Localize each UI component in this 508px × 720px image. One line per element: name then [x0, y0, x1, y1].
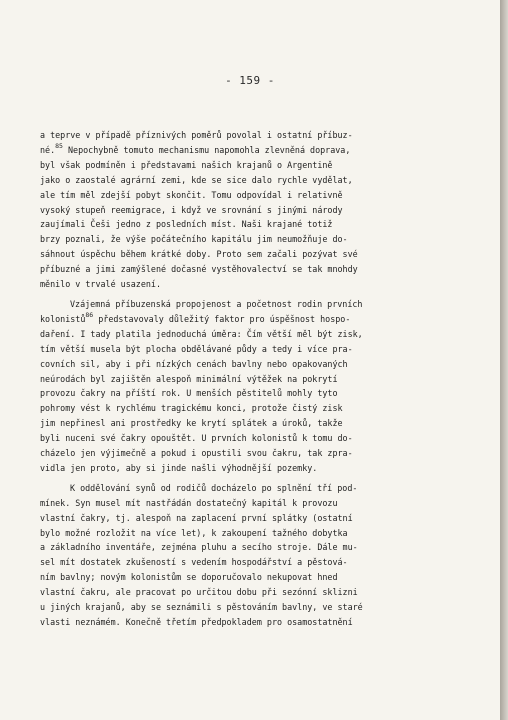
line-text: mínek. Syn musel mít nastřádán dostatečný kapitál k provozu [40, 497, 338, 508]
line-text: vlastní čakru, ale pracovat po určitou dobu při sezónní sklizni [40, 587, 358, 598]
line-text: né. [40, 144, 56, 155]
paragraph [40, 128, 412, 292]
text-line [40, 158, 412, 173]
line-text: jako o zaostalé agrární zemi, kde se sice dalo rychle vydělat, [40, 174, 353, 185]
text-line [40, 297, 412, 312]
paragraph [40, 297, 412, 476]
text-line [40, 416, 412, 431]
text-line [40, 357, 412, 372]
line-text: kolonistů [40, 313, 86, 324]
line-text: K oddělování synů od rodičů docházelo po splnění tří pod- [70, 482, 358, 493]
paragraph [40, 481, 412, 630]
text-line [40, 143, 412, 158]
footnote-marker: 86 [85, 311, 94, 320]
text-line [40, 173, 412, 188]
line-text: brzy poznali, že výše počátečního kapitálu jim neumožňuje do- [40, 234, 348, 245]
text-line [40, 431, 412, 446]
line-text: Vzájemná příbuzenská propojenost a početnost rodin prvních [70, 298, 363, 309]
line-text: u jiných krajanů, aby se seznámili s pěstováním bavlny, ve staré [40, 602, 363, 613]
text-line [40, 262, 412, 277]
text-line [40, 372, 412, 387]
line-text: ním bavlny; novým kolonistům se doporučovalo nekupovat hned [40, 572, 338, 583]
line-text-continued: Nepochybně tomuto mechanismu napomohla zlevněná doprava, [62, 144, 351, 155]
line-text: sel mít dostatek zkušeností s vedením hospodářství a pěstová- [40, 557, 348, 568]
line-text: tím větší musela být plocha obdělávané půdy a tedy i více pra- [40, 343, 353, 354]
text-line [40, 401, 412, 416]
body-text [40, 128, 412, 635]
line-text: covních sil, aby i při nízkých cenách bavlny nebo opakovaných [40, 358, 348, 369]
text-line [40, 203, 412, 218]
text-line [40, 600, 412, 615]
text-line [40, 277, 412, 292]
text-line [40, 342, 412, 357]
text-line [40, 247, 412, 262]
line-text: a teprve v případě příznivých poměrů povolal i ostatní příbuz- [40, 130, 353, 140]
text-line [40, 232, 412, 247]
line-text: vidla jen proto, aby si jinde našli výhodnější pozemky. [40, 462, 318, 473]
line-text: jim nepřinesl ani prostředky ke krytí splátek a úroků, takže [40, 418, 343, 429]
line-text: daření. I tady platila jednoduchá úměra: Čím větší měl být zisk, [40, 328, 363, 339]
text-line [40, 496, 412, 511]
text-line [40, 615, 412, 630]
page-edge [500, 0, 508, 720]
line-text: sáhnout úspěchu během krátké doby. Proto sem začali pozývat své [40, 249, 358, 260]
line-text: vlastní čakry, tj. alespoň na zaplacení první splátky (ostatní [40, 512, 353, 523]
line-text: vlasti neznámém. Konečně třetím předpokladem pro osamostatnění [40, 617, 353, 627]
text-line [40, 570, 412, 585]
line-text: cházelo jen výjimečně a pokud i opustili svou čakru, tak zpra- [40, 448, 353, 459]
line-text: a základního inventáře, zejména pluhu a secího stroje. Dále mu- [40, 542, 358, 553]
line-text: měnilo v trvalé usazení. [40, 279, 162, 290]
line-text: příbuzné a jimi zamýšlené dočasné vystěhovalectví se tak mnohdy [40, 264, 358, 275]
text-line [40, 327, 412, 342]
text-line [40, 540, 412, 555]
text-line [40, 312, 412, 327]
page-number: - 159 - [225, 74, 275, 87]
line-text: zaujímali Češi jedno z posledních míst. Naši krajané totiž [40, 219, 333, 230]
text-line [40, 446, 412, 461]
text-line [40, 511, 412, 526]
text-line [40, 128, 412, 143]
text-line [40, 585, 412, 600]
line-text: provozu čakry na příští rok. U menších pěstitelů mohly tyto [40, 388, 338, 399]
line-text: byl však podmíněn i představami našich krajanů o Argentině [40, 159, 333, 170]
line-text: neúrodách byl zajištěn alespoň minimální výtěžek na pokrytí [40, 373, 338, 384]
text-line [40, 461, 412, 476]
text-line [40, 481, 412, 496]
line-text: pohromy vést k rychlému tragickému konci, protože čistý zisk [40, 403, 343, 414]
text-line [40, 526, 412, 541]
text-line [40, 217, 412, 232]
footnote-marker: 85 [55, 142, 63, 151]
line-text: bylo možné rozložit na více let), k zakoupení tažného dobytka [40, 527, 348, 538]
line-text-continued: představovaly důležitý faktor pro úspěšnost hospo- [93, 313, 351, 324]
line-text: ale tím měl zdejší pobyt skončit. Tomu odpovídal i relativně [40, 189, 343, 200]
text-line [40, 188, 412, 203]
line-text: byli nuceni své čakry opouštět. U prvních kolonistů k tomu do- [40, 433, 353, 444]
text-line [40, 555, 412, 570]
line-text: vysoký stupeň reemigrace, i když ve srovnání s jinými národy [40, 204, 343, 215]
text-line [40, 386, 412, 401]
